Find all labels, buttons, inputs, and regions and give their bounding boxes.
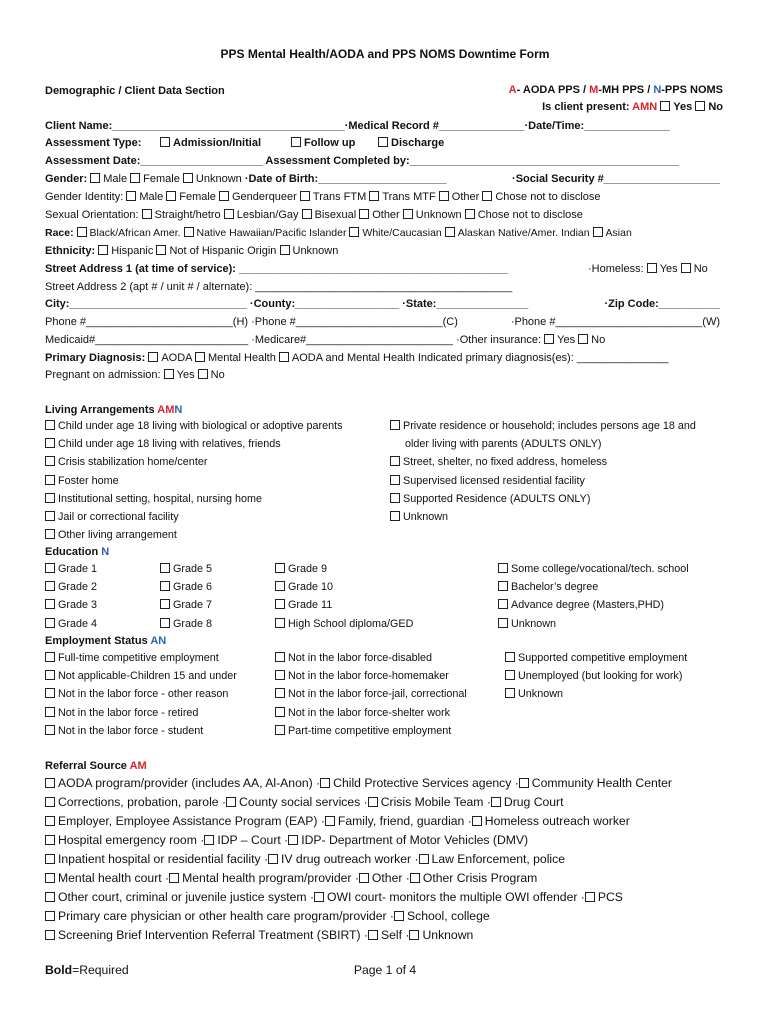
employment-item[interactable]: Full-time competitive employment xyxy=(45,649,237,667)
so-lesbian-checkbox[interactable] xyxy=(224,209,234,219)
education-item[interactable]: Grade 5 xyxy=(160,560,212,578)
checkbox[interactable] xyxy=(275,725,285,735)
checkbox[interactable] xyxy=(45,816,55,826)
education-item[interactable]: Grade 6 xyxy=(160,578,212,596)
living-item[interactable]: Child under age 18 living with relatives, friends xyxy=(45,435,343,453)
checkbox[interactable] xyxy=(45,511,55,521)
state-field[interactable]: ·State:_______________ xyxy=(402,298,529,310)
employment-item[interactable]: Not in the labor force-homemaker xyxy=(275,667,467,685)
form-title: PPS Mental Health/AODA and PPS NOMS Downtime Form xyxy=(220,47,550,61)
checkbox[interactable] xyxy=(45,529,55,539)
checkbox[interactable] xyxy=(45,911,55,921)
education-item[interactable]: Grade 1 xyxy=(45,560,97,578)
referral-line-1: AODA program/provider (includes AA, Al-Anon) · Child Protective Services agency · Community Health Center xyxy=(45,775,720,791)
county-field[interactable]: ·County:_________________ xyxy=(249,298,400,310)
education-item[interactable]: Grade 11 xyxy=(275,596,413,614)
gid-genderqueer-checkbox[interactable] xyxy=(219,191,229,201)
race-asian-checkbox[interactable] xyxy=(593,227,603,237)
checkbox[interactable] xyxy=(505,670,515,680)
homeless-group: ·Homeless: Yes No xyxy=(588,263,708,275)
employment-col1 xyxy=(45,649,237,740)
checkbox[interactable] xyxy=(45,618,55,628)
living-item[interactable]: Private residence or household; includes persons age 18 and xyxy=(390,417,696,435)
so-chose-checkbox[interactable] xyxy=(465,209,475,219)
checkbox[interactable] xyxy=(160,618,170,628)
so-other-checkbox[interactable] xyxy=(359,209,369,219)
education-item[interactable]: Grade 10 xyxy=(275,578,413,596)
checkbox[interactable] xyxy=(45,581,55,591)
pregnant-line: Pregnant on admission: Yes No xyxy=(45,369,225,381)
referral-line-3: Employer, Employee Assistance Program (EAP) · Family, friend, guardian · Homeless outreach worker xyxy=(45,813,720,829)
living-item[interactable]: Jail or correctional facility xyxy=(45,508,343,526)
checkbox[interactable] xyxy=(359,873,369,883)
living-left-list xyxy=(45,417,343,544)
checkbox[interactable] xyxy=(45,725,55,735)
checkbox[interactable] xyxy=(505,652,515,662)
legend-m: M xyxy=(589,84,599,96)
city-field[interactable]: City:_____________________________ xyxy=(45,298,247,310)
employment-item[interactable]: Not in the labor force - retired xyxy=(45,704,237,722)
employment-item[interactable]: Not in the labor force-shelter work xyxy=(275,704,467,722)
referral-line-5: Inpatient hospital or residential facility · IV drug outreach worker · Law Enforcement, police xyxy=(45,851,720,867)
checkbox[interactable] xyxy=(505,688,515,698)
checkbox[interactable] xyxy=(390,456,400,466)
phone-line xyxy=(45,315,720,329)
checkbox[interactable] xyxy=(160,599,170,609)
checkbox[interactable] xyxy=(45,475,55,485)
checkbox[interactable] xyxy=(491,797,501,807)
gid-transftm-checkbox[interactable] xyxy=(300,191,310,201)
pregnant-no-checkbox[interactable] xyxy=(198,369,208,379)
checkbox[interactable] xyxy=(45,873,55,883)
primary-dx-line: Primary Diagnosis: AODA Mental Health AODA and Mental Health Indicated primary diagnosis(es): _______________ xyxy=(45,352,669,364)
race-black-checkbox[interactable] xyxy=(77,227,87,237)
checkbox[interactable] xyxy=(45,652,55,662)
homeless-no-checkbox[interactable] xyxy=(681,263,691,273)
employment-item[interactable]: Unknown xyxy=(505,685,687,703)
education-col1 xyxy=(45,560,97,633)
checkbox[interactable] xyxy=(45,456,55,466)
eth-hispanic-checkbox[interactable] xyxy=(98,245,108,255)
zip-field[interactable]: ·Zip Code:__________ xyxy=(604,298,720,310)
assessment-completed-field[interactable]: Assessment Completed by:____________________________________________ xyxy=(265,155,679,167)
date-time-field[interactable]: ·Date/Time:______________ xyxy=(524,120,670,132)
checkbox[interactable] xyxy=(498,618,508,628)
client-name-field[interactable]: Client Name:______________________________________ xyxy=(45,120,345,132)
so-bisexual-checkbox[interactable] xyxy=(302,209,312,219)
checkbox[interactable] xyxy=(275,599,285,609)
checkbox[interactable] xyxy=(498,599,508,609)
education-col4 xyxy=(498,560,689,633)
education-item[interactable]: Grade 9 xyxy=(275,560,413,578)
gid-male-checkbox[interactable] xyxy=(126,191,136,201)
checkbox[interactable] xyxy=(275,652,285,662)
eth-not-checkbox[interactable] xyxy=(156,245,166,255)
dx-both-checkbox[interactable] xyxy=(279,352,289,362)
medicare-field[interactable]: ·Medicare#________________________ xyxy=(251,334,454,346)
checkbox[interactable] xyxy=(288,835,298,845)
ethnicity-line: Ethnicity: Hispanic Not of Hispanic Origin Unknown xyxy=(45,245,339,257)
education-item[interactable]: Some college/vocational/tech. school xyxy=(498,560,689,578)
race-line: Race: Black/African Amer. Native Hawaiian/Pacific Islander White/Caucasian Alaskan Native/Amer. Indian Asian xyxy=(45,227,632,239)
checkbox[interactable] xyxy=(45,707,55,717)
living-right-list xyxy=(390,417,696,526)
living-item[interactable]: Supported Residence (ADULTS ONLY) xyxy=(390,490,696,508)
employment-item[interactable]: Not in the labor force - student xyxy=(45,722,237,740)
other-ins-no-checkbox[interactable] xyxy=(578,334,588,344)
insurance-line: Medicaid#_________________________ ·Medicare#________________________ ·Other insurance: Yes No xyxy=(45,334,606,346)
education-item[interactable]: Bachelor’s degree xyxy=(498,578,689,596)
checkbox[interactable] xyxy=(45,892,55,902)
checkbox[interactable] xyxy=(45,835,55,845)
gid-female-checkbox[interactable] xyxy=(166,191,176,201)
education-item[interactable]: Grade 2 xyxy=(45,578,97,596)
checkbox[interactable] xyxy=(409,930,419,940)
checkbox[interactable] xyxy=(275,688,285,698)
gender-unknown-checkbox[interactable] xyxy=(183,173,193,183)
education-item[interactable]: Grade 3 xyxy=(45,596,97,614)
living-item[interactable]: Foster home xyxy=(45,472,343,490)
referral-line-6: Mental health court · Mental health program/provider · Other · Other Crisis Program xyxy=(45,870,720,886)
employment-item[interactable]: Not in the labor force-jail, correctional xyxy=(275,685,467,703)
living-item[interactable]: Other living arrangement xyxy=(45,526,343,544)
employment-col2 xyxy=(275,649,467,740)
checkbox[interactable] xyxy=(160,563,170,573)
referral-line-8: Primary care physician or other health care program/provider · School, college xyxy=(45,908,720,924)
assessment-date-line xyxy=(45,154,720,168)
gender-male-checkbox[interactable] xyxy=(90,173,100,183)
checkbox[interactable] xyxy=(390,420,400,430)
referral-line-9: Screening Brief Intervention Referral Treatment (SBIRT) · Self · Unknown xyxy=(45,927,720,943)
checkbox[interactable] xyxy=(390,493,400,503)
medical-record-field[interactable]: ·Medical Record #______________ xyxy=(344,120,525,132)
living-item[interactable]: Crisis stabilization home/center xyxy=(45,453,343,471)
education-col2 xyxy=(160,560,212,633)
so-unknown-checkbox[interactable] xyxy=(403,209,413,219)
checkbox[interactable] xyxy=(472,816,482,826)
checkbox[interactable] xyxy=(320,778,330,788)
employment-item[interactable]: Part-time competitive employment xyxy=(275,722,467,740)
legend-n: N xyxy=(653,84,662,96)
referral-line-2: Corrections, probation, parole · County social services · Crisis Mobile Team · Drug Court xyxy=(45,794,720,810)
phone-cell-field[interactable]: ·Phone #________________________(C) xyxy=(251,316,458,328)
employment-item[interactable]: Not applicable-Children 15 and under xyxy=(45,667,237,685)
dx-mh-checkbox[interactable] xyxy=(195,352,205,362)
checkbox[interactable] xyxy=(275,618,285,628)
checkbox[interactable] xyxy=(45,420,55,430)
checkbox[interactable] xyxy=(45,797,55,807)
checkbox[interactable] xyxy=(585,892,595,902)
eth-unknown-checkbox[interactable] xyxy=(280,245,290,255)
gid-transmtf-checkbox[interactable] xyxy=(369,191,379,201)
living-item[interactable]: Child under age 18 living with biological or adoptive parents xyxy=(45,417,343,435)
footer-required: Bold=Required xyxy=(45,963,129,977)
living-item[interactable]: Supervised licensed residential facility xyxy=(390,472,696,490)
checkbox[interactable] xyxy=(275,581,285,591)
client-present-yes-checkbox[interactable] xyxy=(660,101,670,111)
checkbox[interactable] xyxy=(226,797,236,807)
living-heading: Living Arrangements AMN xyxy=(45,404,183,416)
legend-a: A xyxy=(508,84,517,96)
dx-indicated-field[interactable]: Indicated primary diagnosis(es): _______________ xyxy=(417,352,669,364)
sexual-orientation-line: Sexual Orientation: Straight/hetro Lesbian/Gay Bisexual Other Unknown Chose not to disclose xyxy=(45,209,583,221)
checkbox[interactable] xyxy=(275,563,285,573)
referral-line-4: Hospital emergency room · IDP – Court · IDP- Department of Motor Vehicles (DMV) xyxy=(45,832,720,848)
living-item[interactable]: Street, shelter, no fixed address, homeless xyxy=(390,453,696,471)
assessment-date-field[interactable]: Assessment Date:____________________ xyxy=(45,155,263,167)
checkbox[interactable] xyxy=(275,707,285,717)
admission-checkbox[interactable] xyxy=(160,137,170,147)
gender-identity-line: Gender Identity: Male Female Genderqueer Trans FTM Trans MTF Other Chose not to disclose xyxy=(45,191,601,203)
gid-other-checkbox[interactable] xyxy=(439,191,449,201)
education-heading: Education N xyxy=(45,546,110,558)
checkbox[interactable] xyxy=(368,797,378,807)
living-item-cont: older living with parents (ADULTS ONLY) xyxy=(405,438,602,451)
education-item[interactable]: Unknown xyxy=(498,615,689,633)
employment-item[interactable]: Not in the labor force-disabled xyxy=(275,649,467,667)
education-item[interactable]: Grade 7 xyxy=(160,596,212,614)
so-straight-checkbox[interactable] xyxy=(142,209,152,219)
education-item[interactable]: High School diploma/GED xyxy=(275,615,413,633)
checkbox[interactable] xyxy=(368,930,378,940)
living-item[interactable]: Unknown xyxy=(390,508,696,526)
checkbox[interactable] xyxy=(390,475,400,485)
page-number: Page 1 of 4 xyxy=(353,963,417,977)
referral-heading: Referral Source AM xyxy=(45,760,147,772)
employment-item[interactable]: Supported competitive employment xyxy=(505,649,687,667)
checkbox[interactable] xyxy=(519,778,529,788)
checkbox[interactable] xyxy=(45,563,55,573)
discharge-checkbox[interactable] xyxy=(378,137,388,147)
street1-field[interactable]: Street Address 1 (at time of service): ____________________________________________ xyxy=(45,263,509,275)
checkbox[interactable] xyxy=(169,873,179,883)
street2-field[interactable]: Street Address 2 (apt # / unit # / alternate): __________________________________________ xyxy=(45,281,513,293)
checkbox[interactable] xyxy=(419,854,429,864)
employment-item[interactable]: Unemployed (but looking for work) xyxy=(505,667,687,685)
phone-home-field[interactable]: Phone #________________________(H) xyxy=(45,316,249,328)
phone-work-field[interactable]: ·Phone #________________________(W) xyxy=(510,316,720,328)
gender-line: Gender: Male Female Unknown ·Date of Birth:_____________________ ·Social Security #___________________ xyxy=(45,173,720,185)
checkbox[interactable] xyxy=(314,892,324,902)
employment-col3 xyxy=(505,649,687,704)
other-ins-yes-checkbox[interactable] xyxy=(544,334,554,344)
section-label: Demographic / Client Data Section xyxy=(45,85,225,97)
living-item[interactable]: Institutional setting, hospital, nursing home xyxy=(45,490,343,508)
education-col3 xyxy=(275,560,413,633)
employment-item[interactable]: Not in the labor force - other reason xyxy=(45,685,237,703)
checkbox[interactable] xyxy=(394,911,404,921)
dob-field[interactable]: ·Date of Birth:_____________________ xyxy=(244,173,447,185)
assessment-type-line: Assessment Type: Admission/Initial Follow up Discharge xyxy=(45,137,445,149)
employment-heading: Employment Status AN xyxy=(45,635,167,647)
checkbox[interactable] xyxy=(45,599,55,609)
race-nh-checkbox[interactable] xyxy=(184,227,194,237)
pregnant-yes-checkbox[interactable] xyxy=(164,369,174,379)
race-alaskan-checkbox[interactable] xyxy=(445,227,455,237)
checkbox[interactable] xyxy=(45,670,55,680)
checkbox[interactable] xyxy=(45,778,55,788)
legend: A- AODA PPS / M-MH PPS / N-PPS NOMS xyxy=(508,84,723,96)
checkbox[interactable] xyxy=(204,835,214,845)
education-item[interactable]: Grade 8 xyxy=(160,615,212,633)
gid-chose-checkbox[interactable] xyxy=(482,191,492,201)
checkbox[interactable] xyxy=(498,581,508,591)
checkbox[interactable] xyxy=(160,581,170,591)
referral-line-7: Other court, criminal or juvenile justice system · OWI court- monitors the multiple OWI offender · PCS xyxy=(45,889,720,905)
homeless-yes-checkbox[interactable] xyxy=(647,263,657,273)
checkbox[interactable] xyxy=(325,816,335,826)
checkbox[interactable] xyxy=(498,563,508,573)
checkbox[interactable] xyxy=(45,688,55,698)
education-item[interactable]: Grade 4 xyxy=(45,615,97,633)
follow-up-checkbox[interactable] xyxy=(291,137,301,147)
client-name-line xyxy=(45,119,720,133)
gender-female-checkbox[interactable] xyxy=(130,173,140,183)
education-item[interactable]: Advance degree (Masters,PHD) xyxy=(498,596,689,614)
client-present: Is client present: AMN Yes No xyxy=(542,101,723,113)
city-line xyxy=(45,297,720,311)
checkbox[interactable] xyxy=(268,854,278,864)
checkbox[interactable] xyxy=(390,511,400,521)
client-present-no-checkbox[interactable] xyxy=(695,101,705,111)
checkbox[interactable] xyxy=(410,873,420,883)
checkbox[interactable] xyxy=(275,670,285,680)
street1-line xyxy=(45,262,720,276)
checkbox[interactable] xyxy=(45,854,55,864)
checkbox[interactable] xyxy=(45,493,55,503)
ssn-field[interactable]: ·Social Security #___________________ xyxy=(512,173,720,185)
checkbox[interactable] xyxy=(45,930,55,940)
medicaid-field[interactable]: Medicaid#_________________________ xyxy=(45,334,249,346)
checkbox[interactable] xyxy=(45,438,55,448)
dx-aoda-checkbox[interactable] xyxy=(148,352,158,362)
race-white-checkbox[interactable] xyxy=(349,227,359,237)
